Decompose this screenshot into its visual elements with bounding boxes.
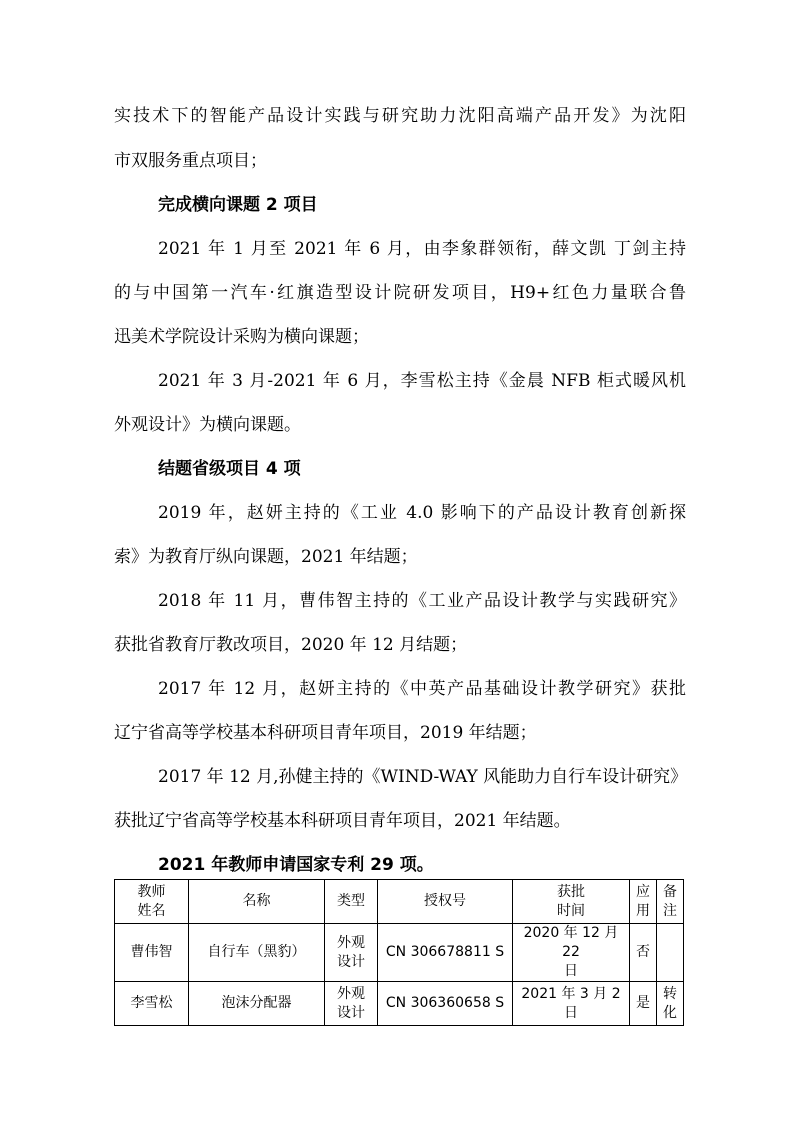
table-header-row — [115, 880, 684, 924]
cell-number: CN 306678811 S — [378, 924, 513, 982]
cell-text: 日 — [564, 1004, 578, 1021]
cell-type — [325, 982, 378, 1026]
header-name: 名称 — [189, 880, 325, 924]
header-text: 教师 — [137, 883, 166, 900]
cell-teacher: 李雪松 — [115, 982, 189, 1026]
paragraph-line: 2021 年 1 月至 2021 年 6 月，由李象群领衔，薛文凯 丁剑主持 — [158, 239, 686, 259]
cell-text: 日 — [564, 963, 578, 979]
patent-table — [114, 879, 684, 1026]
paragraph-line: 获批辽宁省高等学校基本科研项目青年项目，2021 年结题。 — [114, 811, 571, 831]
cell-name: 泡沫分配器 — [189, 982, 325, 1026]
header-date — [513, 880, 630, 924]
section-heading: 2021 年教师申请国家专利 29 项。 — [158, 855, 434, 875]
paragraph-line: 2018 年 11 月，曹伟智主持的《工业产品设计教学与实践研究》 — [158, 591, 686, 611]
cell-teacher: 曹伟智 — [115, 924, 189, 982]
header-text: 备 — [663, 883, 677, 900]
header-applied — [630, 880, 657, 924]
paragraph-line: 2017 年 12 月,孙健主持的《WIND-WAY 风能助力自行车设计研究》 — [158, 767, 688, 787]
paragraph-line: 外观设计》为横向课题。 — [114, 415, 301, 435]
table-row — [115, 924, 684, 982]
header-text: 时间 — [557, 902, 585, 919]
cell-text: 外观 — [337, 985, 365, 1002]
cell-text: 外观 — [337, 934, 365, 951]
header-text: 注 — [663, 902, 677, 919]
paragraph-line: 2021 年 3 月-2021 年 6 月，李雪松主持《金晨 NFB 柜式暖风机 — [158, 371, 686, 391]
header-type: 类型 — [325, 880, 378, 924]
cell-note — [657, 982, 684, 1026]
header-text: 姓名 — [137, 902, 166, 919]
paragraph-line: 2019 年，赵妍主持的《工业 4.0 影响下的产品设计教育创新探 — [158, 503, 686, 523]
paragraph-line: 2017 年 12 月，赵妍主持的《中英产品基础设计教学研究》获批 — [158, 679, 686, 699]
cell-applied: 否 — [630, 924, 657, 982]
cell-text: 设计 — [337, 1004, 365, 1021]
header-text: 应 — [636, 883, 650, 900]
cell-text: 化 — [663, 1004, 677, 1021]
paragraph-line: 的与中国第一汽车·红旗造型设计院研发项目，H9+红色力量联合鲁 — [114, 283, 686, 303]
cell-type — [325, 924, 378, 982]
header-text: 用 — [636, 902, 650, 919]
cell-number: CN 306360658 S — [378, 982, 513, 1026]
paragraph-line: 迅美术学院设计采购为横向课题； — [114, 327, 369, 347]
cell-text: 2020 年 12 月 22 — [523, 925, 619, 960]
table-row — [115, 982, 684, 1026]
section-heading: 完成横向课题 2 项目 — [158, 195, 318, 215]
cell-text: 2021 年 3 月 2 — [521, 985, 621, 1002]
paragraph-line: 辽宁省高等学校基本科研项目青年项目，2019 年结题； — [114, 723, 537, 743]
paragraph-line: 获批省教育厅教改项目，2020 年 12 月结题； — [114, 635, 468, 655]
cell-text: 转 — [663, 985, 677, 1002]
paragraph-line: 市双服务重点项目； — [114, 151, 267, 171]
header-number: 授权号 — [378, 880, 513, 924]
header-teacher — [115, 880, 189, 924]
header-text: 获批 — [557, 883, 585, 900]
header-note — [657, 880, 684, 924]
cell-note — [657, 924, 684, 982]
paragraph-line: 实技术下的智能产品设计实践与研究助力沈阳高端产品开发》为沈阳 — [114, 106, 686, 126]
cell-date — [513, 982, 630, 1026]
cell-text: 设计 — [337, 953, 365, 970]
cell-date — [513, 924, 630, 982]
section-heading: 结题省级项目 4 项 — [158, 459, 301, 479]
cell-applied: 是 — [630, 982, 657, 1026]
cell-name: 自行车（黑豹） — [189, 924, 325, 982]
paragraph-line: 索》为教育厅纵向课题，2021 年结题； — [114, 547, 418, 567]
